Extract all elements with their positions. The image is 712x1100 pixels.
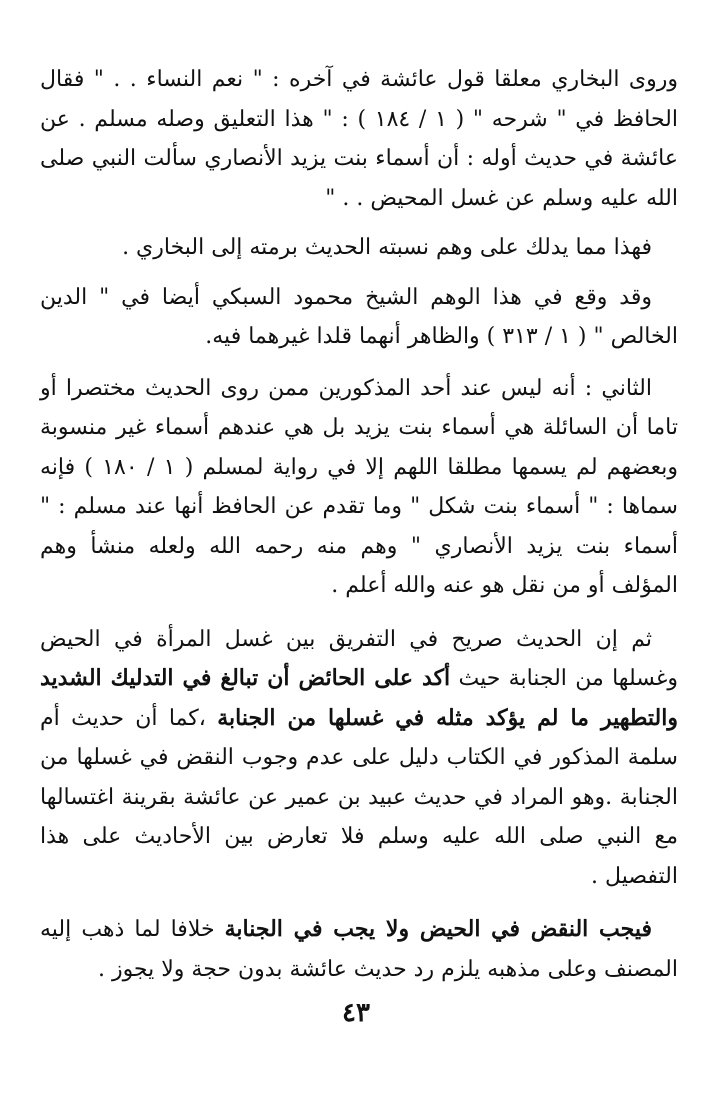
paragraph-bukhari-narration: وروى البخاري معلقا قول عائشة في آخره : " نعم النساء . . " فقال الحافظ في " شرحه " ( ١ / ١٨٤ ) : " هذا التعليق وصله مسلم . عن عائشة في حديث أوله : أن أسماء بنت يزيد الأنصاري سألت النبي صلى الله عليه وسلم عن غسل المحيض . . " (40, 67, 678, 211)
conclusion-text-end: خلافا لما ذهب إليه المصنف وعلى مذهبه يلزم رد حديث عائشة بدون حجة ولا يجوز . (40, 917, 678, 982)
distinction-text-end: ،كما أن حديث أم سلمة المذكور في الكتاب دليل على عدم وجوب النقض في غسلها من الجنابة .وهو المراد في حديث عبيد بن عمير عن عائشة بقرينة اغتسالها مع النبي صلى الله عليه وسلم فلا تعارض بين الأحاديث على هذا التفصيل . (40, 705, 678, 889)
paragraph-attribution-error: فهذا مما يدلك على وهم نسبته الحديث برمته إلى البخاري . (122, 235, 652, 260)
paragraph-subki-error: وقد وقع في هذا الوهم الشيخ محمود السبكي أيضا في " الدين الخالص " ( ١ / ٣١٣ ) والظاهر أنهما قلدا غيرهما فيه. (40, 284, 678, 349)
distinction-text-bold: أكد على الحائض أن تبالغ في التدليك الشديد والتطهير ما لم يؤكد مثله في غسلها من الجنابة (40, 665, 678, 731)
paragraph-second-point: الثاني : أنه ليس عند أحد المذكورين ممن روى الحديث مختصرا أو تاما أن السائلة هي أسماء بنت يزيد بل هي عندهم أسماء غير منسوبة وبعضهم لم يسمها مطلقا اللهم إلا في رواية لمسلم ( ١ / ١٨٠ ) فإنه سماها : " أسماء بنت شكل " وما تقدم عن الحافظ أنها عند مسلم : " أسماء بنت يزيد الأنصاري " وهم منه رحمه الله ولعله منشأ وهم المؤلف أو من نقل هو عنه والله أعلم . (40, 375, 678, 598)
paragraph-distinction (40, 620, 678, 897)
page-number: ٤٣ (342, 998, 370, 1028)
paragraph-conclusion (40, 910, 678, 989)
page-body (40, 60, 678, 989)
distinction-text-start: ثم إن الحديث صريح في التفريق بين غسل المرأة في الحيض وغسلها من الجنابة حيث (40, 626, 678, 691)
conclusion-text-bold: فيجب النقض في الحيض ولا يجب في الجنابة (224, 916, 652, 942)
